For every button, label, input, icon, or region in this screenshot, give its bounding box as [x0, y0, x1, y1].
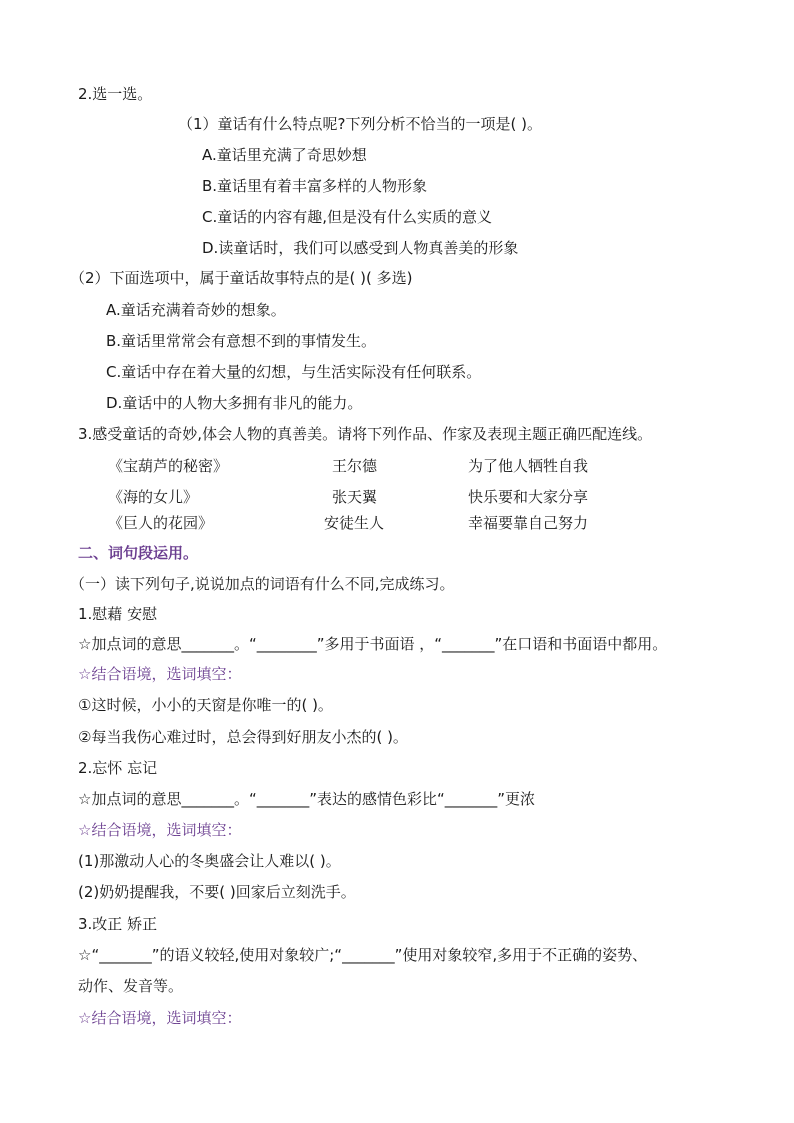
q2-p1-option-c: C.童话的内容有趣,但是没有什么实质的意义 — [202, 208, 493, 226]
group3-words: 3.改正 矫正 — [78, 915, 158, 933]
group2-words: 2.忘怀 忘记 — [78, 759, 158, 777]
q2-p2-option-a: A.童话充满着奇妙的想象。 — [106, 301, 286, 319]
match-work: 《宝葫芦的秘密》 — [108, 457, 229, 475]
group1-words: 1.慰藉 安慰 — [78, 605, 158, 623]
group3-context: ☆结合语境，选词填空： — [78, 1009, 242, 1027]
group1-sentence-2: ②每当我伤心难过时，总会得到好朋友小杰的( )。 — [78, 728, 408, 746]
match-author: 安徒生人 — [324, 514, 385, 532]
q2-p1-option-b: B.童话里有着丰富多样的人物形象 — [202, 177, 428, 195]
group1-meaning: ☆加点词的意思_______。“________”多用于书面语 ，“_______”在口语和书面语中都用。 — [78, 635, 668, 653]
match-theme: 为了他人牺牲自我 — [468, 457, 589, 475]
q2-p2-question: （2）下面选项中，属于童话故事特点的是( )( 多选) — [70, 269, 413, 287]
q2-p1-question: （1）童话有什么特点呢?下列分析不恰当的一项是( )。 — [178, 115, 542, 133]
match-theme: 快乐要和大家分享 — [468, 488, 589, 506]
match-work: 《巨人的花园》 — [108, 514, 214, 532]
q2-p1-option-d: D.读童话时，我们可以感受到人物真善美的形象 — [202, 239, 519, 257]
q2-p2-option-d: D.童话中的人物大多拥有非凡的能力。 — [106, 394, 363, 412]
group1-context: ☆结合语境，选词填空： — [78, 665, 242, 683]
match-work: 《海的女儿》 — [108, 488, 199, 506]
group3-meaning-line1: ☆“_______”的语义较轻,使用对象较广;“_______”使用对象较窄,多用于不正确的姿势、 — [78, 946, 648, 964]
q3-title: 3.感受童话的奇妙,体会人物的真善美。请将下列作品、作家及表现主题正确匹配连线。 — [78, 425, 653, 443]
q2-p2-option-c: C.童话中存在着大量的幻想，与生活实际没有任何联系。 — [106, 363, 482, 381]
match-author: 张天翼 — [332, 488, 378, 506]
section2-intro: （一）读下列句子,说说加点的词语有什么不同,完成练习。 — [70, 575, 455, 593]
section2-title: 二、词句段运用。 — [78, 544, 199, 562]
group2-meaning: ☆加点词的意思_______。“_______”表达的感情色彩比“_______”更浓 — [78, 790, 536, 808]
q2-p1-option-a: A.童话里充满了奇思妙想 — [202, 146, 367, 164]
group2-sentence-2: (2)奶奶提醒我，不要( )回家后立刻洗手。 — [78, 883, 356, 901]
q2-title: 2.选一选。 — [78, 85, 153, 103]
match-author: 王尔德 — [332, 457, 378, 475]
group1-sentence-1: ①这时候，小小的天窗是你唯一的( )。 — [78, 696, 333, 714]
q2-p2-option-b: B.童话里常常会有意想不到的事情发生。 — [106, 332, 377, 350]
match-theme: 幸福要靠自己努力 — [468, 514, 589, 532]
group3-meaning-line2: 动作、发音等。 — [78, 977, 184, 995]
group2-context: ☆结合语境，选词填空： — [78, 821, 242, 839]
group2-sentence-1: (1)那激动人心的冬奥盛会让人难以( )。 — [78, 852, 341, 870]
